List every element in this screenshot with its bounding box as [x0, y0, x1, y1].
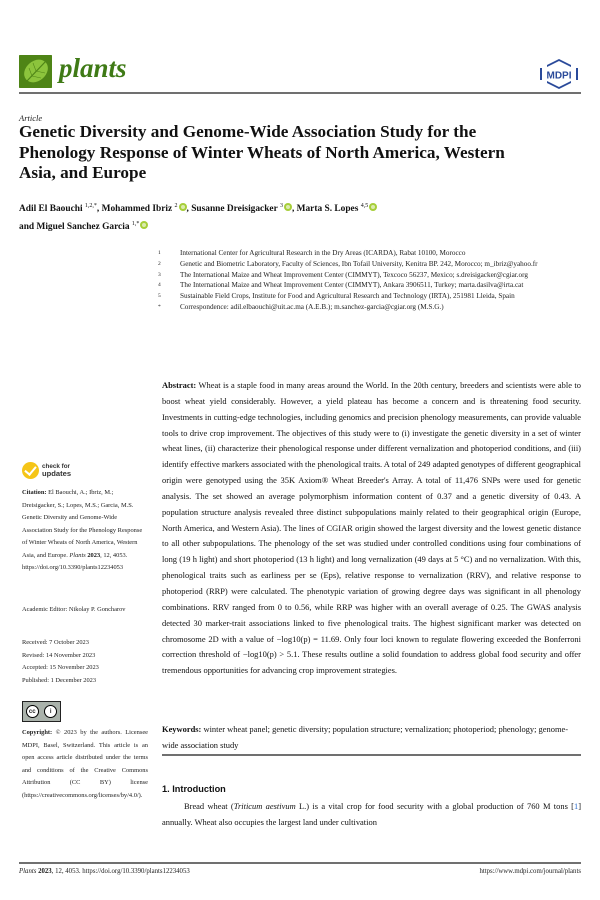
academic-editor: Academic Editor: Nikolay P. Goncharov	[22, 606, 126, 613]
article-title: Genetic Diversity and Genome-Wide Association Study for the Phenology Response of Winter Wheats of North America, Western Asia, and Europe	[19, 122, 505, 182]
cc-icon: cc	[26, 705, 39, 718]
abstract-label: Abstract:	[162, 380, 197, 390]
cc-by-license-icon[interactable]	[22, 701, 61, 722]
orcid-icon[interactable]	[284, 203, 292, 211]
author[interactable]: Miguel Sanchez Garcia $^{1,*}$	[36, 222, 148, 232]
keywords-text: winter wheat panel; genetic diversity; population structure; vernalization; photoperiod; phenology; genome-wide association study	[162, 724, 569, 750]
citation-doi-link[interactable]: , 12, 4053. https://doi.org/10.3390/plants12234053	[22, 551, 128, 571]
journal-name: plants	[59, 53, 127, 83]
mdpi-logo-icon	[537, 58, 581, 90]
section-divider	[162, 754, 581, 756]
orcid-icon[interactable]	[140, 221, 148, 229]
attribution-icon: i	[44, 705, 57, 718]
article-type: Article	[19, 113, 43, 123]
correspondence: * Correspondence: adil.elbaouchi@uit.ac.ma (A.E.B.); m.sanchez-garcia@cgiar.org (M.S.G.)	[158, 302, 444, 311]
check-for-updates-button[interactable]: check for updates	[22, 462, 71, 479]
date-published: Published: 1 December 2023	[22, 676, 97, 684]
journal-logo-icon	[19, 55, 52, 88]
footer-journal-url[interactable]: https://www.mdpi.com/journal/plants	[479, 868, 581, 875]
author[interactable]: Marta S. Lopes $^{4,5}$	[297, 204, 378, 214]
footer-doi-link[interactable]: , 12, 4053. https://doi.org/10.3390/plants12234053	[51, 868, 190, 875]
footer-divider	[19, 862, 581, 864]
author[interactable]: Adil El Baouchi $^{1,2,*}$	[19, 203, 97, 215]
affiliation: 5 Sustainable Field Crops, Institute for Food and Agricultural Research and Technology (IRTA), 251981 Lleida, Spain	[158, 292, 515, 301]
author[interactable]: Susanne Dreisigacker $^3$	[191, 204, 292, 214]
orcid-icon[interactable]	[369, 203, 377, 211]
citation-block: Citation: El Baouchi, A.; Ibriz, M.; Dreisigacker, S.; Lopes, M.S.; Garcia, M.S. Genetic Diversity and Genome-Wide Association Study for the Phenology Response of Winter Wheats of North America, Western Asia, and Europe. Plants 2023, 12, 4053. https://doi.org/10.3390/plants12234053	[22, 489, 143, 571]
footer-citation: Plants 2023, 12, 4053. https://doi.org/10.3390/plants12234053	[19, 868, 190, 875]
author[interactable]: Mohammed Ibriz $^2$	[102, 204, 187, 214]
abstract-text: Wheat is a staple food in many areas around the World. In the 20th century, breeders and scientists were able to boost wheat yield considerably. However, a yield plateau has become a concern and is threatening food security. Investments in cutting-edge technologies, including genomics and precision phenology measurements, can provide valuable tools to drive crop improvement. The objectives of this study were to (i) investigate the genetic diversity in a set of winter wheat lines, (ii) characterize their phenological response under different vernalization and photoperiod conditions, and (iii) identify effective markers associated with the phenological traits. A total of 249 adapted genotypes of different geographical origin were genotyped using the 35K Axiom® Wheat Breeder's Array. A total of 11,476 SNPs were used for genetic analysis. The set showed an average polymorphism information content of 0.37 and a genetic diversity of 0.43. A population structure analysis revealed three distinct subpopulations mainly related to their geographical origin (Europe, North America, and Western Asia). The lines of CGIAR origin showed the largest diversity and the lowest genetic distance to all other subpopulations. The phenology of the set was studied under controlled conditions using four combinations of long (19 h light) and short photoperiod (13 h light) and long vernalization (49 days at 5 °C) and no vernalization. With this, phenological traits such as earliness per se (Eps), relative response to vernalization (RRV), and relative response to photoperiod (RRP) were calculated. The phenotypic variation of growing degree days was significant in all phenology combinations. RRV ranged from 0 to 0.56, while RRP was higher with an overall average of 0.25. The GWAS analysis detected 30 marker-trait associations linked to five phenological traits. The highest significant marker was detected on chromosome 2D with a value of −log10(p) = 11.69. Only four loci known to regulate flowering exceeded the Bonferroni correction threshold of −log10(p) > 5.1. These results outline a solid foundation to address global food security and offer tremendous opportunities for advancing crop improvement strategies.	[162, 380, 581, 676]
affiliation: 2 Genetic and Biometric Laboratory, Faculty of Sciences, Ibn Tofail University, Kenitra BP. 242, Morocco; m_ibriz@yahoo.fr	[158, 259, 538, 268]
keywords-label: Keywords:	[162, 724, 202, 734]
svg-text:MDPI: MDPI	[546, 70, 572, 82]
section-heading-introduction: 1. Introduction	[162, 784, 226, 794]
author-list: Adil El Baouchi $^{1,2,*}$, Mohammed Ibriz $^2$ , Susanne Dreisigacker $^3$ , Marta S. Lopes $^{4,5}$ and Miguel Sanchez Garcia $^{1,*}$	[19, 199, 539, 235]
keywords	[162, 722, 581, 753]
date-accepted: Accepted: 15 November 2023	[22, 664, 99, 671]
affiliation: 1 International Center for Agricultural Research in the Dry Areas (ICARDA), Rabat 10100, Morocco	[158, 249, 466, 257]
introduction-paragraph: Bread wheat (Triticum aestivum L.) is a vital crop for food security with a global production of 760 M tons [1] annually. Wheat also occupies the largest land under cultivation	[162, 801, 582, 827]
affiliation: 4 The International Maize and Wheat Improvement Center (CIMMYT), Ankara 3906511, Turkey; marta.dasilva@irta.cat	[158, 281, 524, 290]
header-divider	[19, 92, 581, 94]
date-revised: Revised: 14 November 2023	[22, 651, 96, 659]
checkmark-icon	[22, 462, 39, 479]
abstract	[162, 378, 581, 679]
affiliation: 3 The International Maize and Wheat Improvement Center (CIMMYT), Texcoco 56237, Mexico; s.dreisigacker@cgiar.org	[158, 270, 529, 279]
date-received: Received: 7 October 2023	[22, 639, 89, 646]
copyright-notice: Copyright: © 2023 by the authors. Licensee MDPI, Basel, Switzerland. This article is an open access article distributed under the terms and conditions of the Creative Commons Attribution (CC BY) license (https://creativecommons.org/licenses/by/4.0/).	[22, 729, 148, 799]
article-dates	[22, 637, 148, 687]
affiliations	[155, 248, 585, 313]
reference-link[interactable]: 1	[573, 801, 579, 811]
orcid-icon[interactable]	[179, 203, 187, 211]
